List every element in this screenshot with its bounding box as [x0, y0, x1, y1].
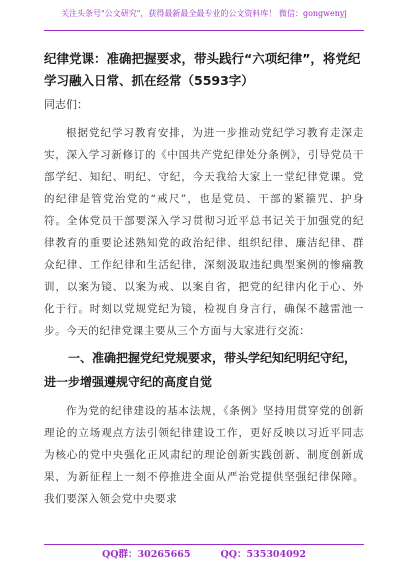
paragraph-section-1: 作为党的纪律建设的基本法规，《条例》坚持用贯穿党的创新理论的立场观点方法引领纪律建设工作，更好反映以习近平同志为核心的党中央强化正风肃纪的理论创新实践创新、制度创新成果，为新征程上一刻不停推进全面从严治党提供坚强纪律保障。我们要深入领会党中央要求 [44, 405, 364, 505]
footer-qq-group: QQ群：30265665 [102, 549, 191, 560]
footer-divider [44, 544, 364, 545]
paragraph-intro: 根据党纪学习教育安排，为进一步推动党纪学习教育走深走实，深入学习新修订的《中国共产党纪律处分条例》，引导党员干部学纪、知纪、明纪、守纪，今天我给大家上一堂纪律党课。党的纪律是管党治党的“戒尺”，也是党员、干部的紧箍咒、护身符。全体党员干部要深入学习贯彻习近平总书记关于加强党的纪律教育的重要论述熟知党的政治纪律、组织纪律、廉洁纪律、群众纪律、工作纪律和生活纪律，深刻汲取违纪典型案例的惨痛教训，以案为镜、以案为戒、以案自省，把党的纪律内化于心、外化于行。时刻以党规党纪为镜，检视自身言行，确保不越雷池一步。今天的纪律党课主要从三个方面与大家进行交流： [44, 127, 364, 337]
section-heading-1: 一、准确把握党纪党规要求，带头学纪知纪明纪守纪，进一步增强遵规守纪的高度自觉 [44, 351, 357, 389]
footer [0, 546, 408, 566]
document-body [44, 48, 364, 510]
header-banner [0, 0, 408, 26]
salutation: 同志们： [44, 98, 88, 111]
document-title: 纪律党课：准确把握要求，带头践行“六项纪律”，将党纪学习融入日常、抓在经常（5593字） [44, 51, 361, 88]
footer-qq: QQ：535304092 [220, 549, 306, 560]
header-divider [44, 30, 364, 31]
header-banner-text: 关注头条号"公文研究"，获得最新最全最专业的公文资料库！ 微信：gongwenyj [61, 8, 347, 18]
